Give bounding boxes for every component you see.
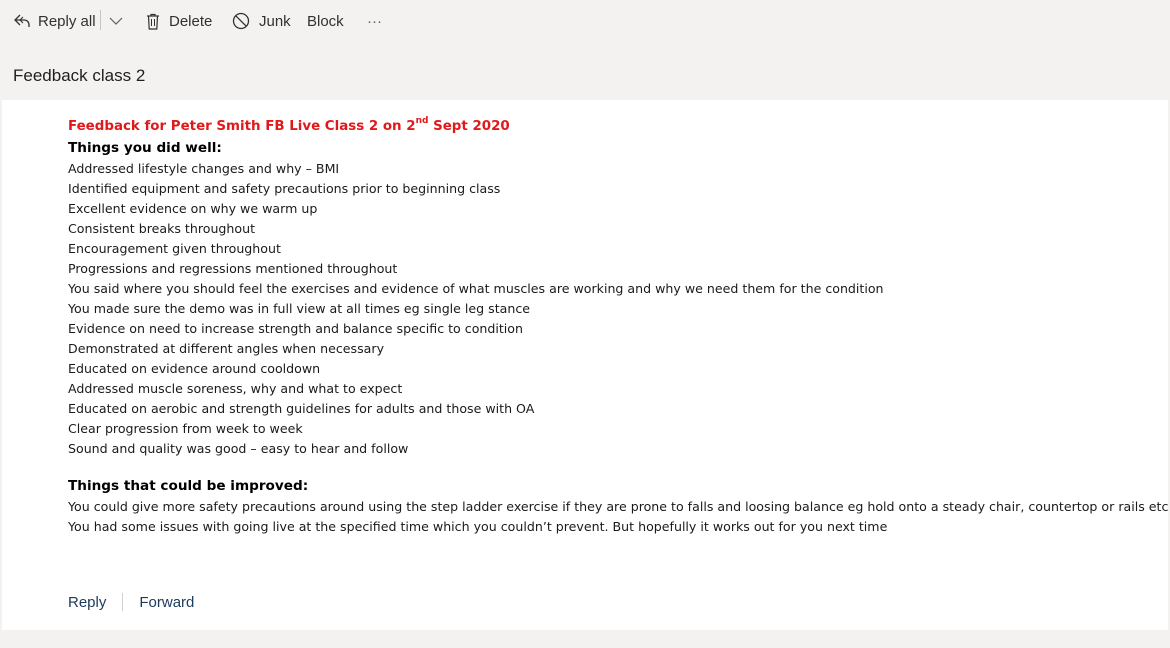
reply-all-label: Reply all	[38, 12, 96, 30]
email-subject: Feedback class 2	[13, 66, 146, 85]
list-item: Evidence on need to increase strength and balance specific to condition	[68, 321, 523, 336]
delete-button[interactable]	[146, 0, 212, 42]
list-item: You could give more safety precautions around using the step ladder exercise if they are prone to falls and loosing balance eg hold onto a steady chair, countertop or rails etc	[68, 499, 1169, 514]
chevron-down-icon	[109, 16, 123, 26]
command-toolbar	[0, 0, 1170, 42]
improve-heading: Things that could be improved:	[68, 478, 309, 494]
actions-divider	[122, 593, 123, 611]
block-button[interactable]	[307, 0, 344, 42]
reply-all-button[interactable]	[13, 0, 96, 42]
reply-all-icon	[13, 13, 31, 29]
list-item: You made sure the demo was in full view at all times eg single leg stance	[68, 301, 531, 316]
list-item: Encouragement given throughout	[68, 241, 281, 256]
reply-options-dropdown[interactable]	[109, 0, 123, 42]
toolbar-divider	[100, 10, 101, 30]
list-item: Educated on aerobic and strength guidelines for adults and those with OA	[68, 401, 535, 416]
list-item: Progressions and regressions mentioned throughout	[68, 261, 398, 276]
improve-list	[68, 497, 1168, 537]
well-heading: Things you did well:	[68, 140, 222, 156]
reply-button[interactable]: Reply	[68, 593, 107, 611]
trash-icon	[146, 13, 160, 30]
list-item: Consistent breaks throughout	[68, 221, 256, 236]
more-actions-button[interactable]	[367, 0, 382, 42]
list-item: Addressed lifestyle changes and why – BMI	[68, 161, 340, 176]
well-list	[68, 159, 1168, 459]
list-item: Sound and quality was good – easy to hear and follow	[68, 441, 409, 456]
message-title: Feedback for Peter Smith FB Live Class 2 on 2nd Sept 2020	[68, 115, 510, 134]
message-actions	[68, 590, 194, 614]
message-body	[68, 116, 1168, 537]
junk-button[interactable]	[232, 0, 291, 42]
list-item: Addressed muscle soreness, why and what to expect	[68, 381, 403, 396]
junk-label: Junk	[259, 12, 291, 30]
list-item: You had some issues with going live at the specified time which you couldn’t prevent. But hopefully it works out for you next time	[68, 519, 888, 534]
forward-button[interactable]: Forward	[139, 593, 195, 611]
list-item: Demonstrated at different angles when necessary	[68, 341, 385, 356]
list-item: Identified equipment and safety precautions prior to beginning class	[68, 181, 501, 196]
delete-label: Delete	[169, 12, 213, 30]
list-item: Excellent evidence on why we warm up	[68, 201, 318, 216]
block-circle-icon	[232, 12, 250, 30]
paragraph-spacer	[68, 459, 1168, 476]
block-label: Block	[307, 12, 344, 30]
more-icon: ···	[367, 12, 382, 30]
list-item: Educated on evidence around cooldown	[68, 361, 321, 376]
list-item: Clear progression from week to week	[68, 421, 303, 436]
list-item: You said where you should feel the exercises and evidence of what muscles are working and why we need them for the condition	[68, 281, 884, 296]
